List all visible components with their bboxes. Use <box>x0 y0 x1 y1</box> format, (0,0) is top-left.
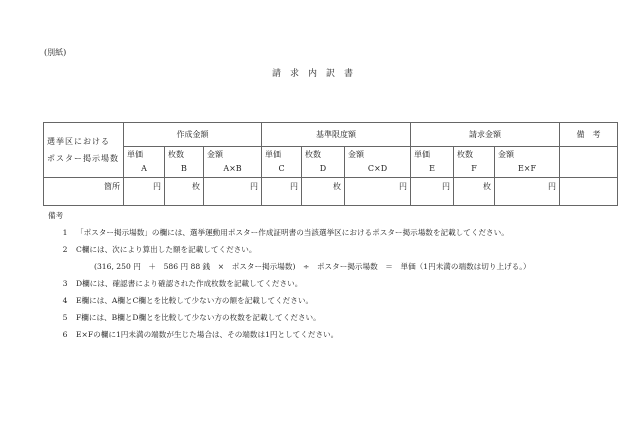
remarks-header: 備 考 <box>560 123 618 147</box>
breakdown-table <box>43 122 618 206</box>
remarks-cell[interactable] <box>560 147 618 178</box>
unit-cell[interactable]: 円 <box>411 178 454 206</box>
note-item: 6 E×Fの欄に1円未満の端数が生じた場合は、その端数は1円としてください。 <box>62 330 339 339</box>
note-item: 5 F欄には、B欄とD欄とを比較して少ない方の枚数を記載してください。 <box>62 313 321 322</box>
unit-cell[interactable]: 円 <box>124 178 165 206</box>
annex-label: (別紙) <box>44 48 67 57</box>
unit-cell[interactable]: 円 <box>262 178 302 206</box>
unit-cell[interactable]: 円 <box>345 178 411 206</box>
note-item: 3 D欄には、確認書により確認された作成枚数を記載してください。 <box>62 279 303 288</box>
unit-cell[interactable]: 枚 <box>302 178 345 206</box>
notes-section <box>48 210 531 343</box>
unit-cell[interactable]: 円 <box>495 178 560 206</box>
note-item: 4 E欄には、A欄とC欄とを比較して少ない方の額を記載してください。 <box>62 296 314 305</box>
unit-cell[interactable]: 箇所 <box>44 178 124 206</box>
sub-header: 枚数 F <box>454 147 495 178</box>
note-item: 2 C欄には、次により算出した額を記載してください。 <box>62 245 257 254</box>
group-claim-amount: 請求金額 <box>411 123 560 147</box>
group-standard-limit: 基準限度額 <box>262 123 411 147</box>
sub-header: 金額 C×D <box>345 147 411 178</box>
sub-header: 単価 E <box>411 147 454 178</box>
sub-header: 枚数 B <box>165 147 204 178</box>
sub-header: 枚数 D <box>302 147 345 178</box>
sub-header: 金額 A×B <box>204 147 262 178</box>
unit-cell[interactable]: 円 <box>204 178 262 206</box>
note-item: 1 「ポスター掲示場数」の欄には、選挙運動用ポスター作成証明書の当該選挙区におけるポスター掲示場数を記載してください。 <box>62 228 509 237</box>
sub-header: 単価 C <box>262 147 302 178</box>
unit-cell[interactable]: 枚 <box>454 178 495 206</box>
formula: (316, 250 円 ＋ 586 円 88 銭 × ポスター掲示場数) ÷ ポスター掲示場数 ＝ 単価（1円未満の端数は切り上げる。） <box>94 262 531 271</box>
unit-cell[interactable]: 枚 <box>165 178 204 206</box>
remarks-cell[interactable] <box>560 178 618 206</box>
sub-header: 単価 A <box>124 147 165 178</box>
row-header-line1: 選挙区における <box>47 137 110 146</box>
group-creation-amount: 作成金額 <box>124 123 262 147</box>
notes-heading: 備考 <box>48 211 64 220</box>
row-header-line2: ポスター掲示場数 <box>47 154 119 163</box>
page-title: 請 求 内 訳 書 <box>272 69 354 79</box>
sub-header: 金額 E×F <box>495 147 560 178</box>
row-header <box>44 123 124 178</box>
